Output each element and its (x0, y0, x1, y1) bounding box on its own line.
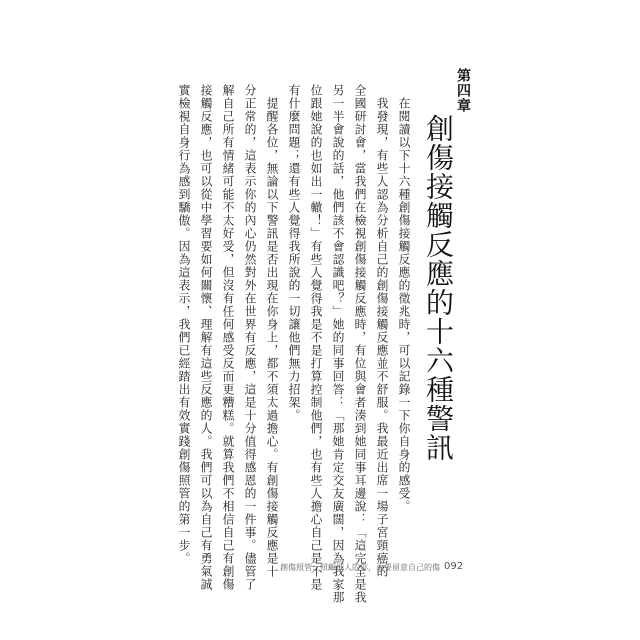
page-number: 092 (444, 561, 464, 572)
body-column-8: 分正常的，這表示你的內心仍然對外在世界有反應，這是十分值得感恩的一件事。儘管了 (243, 84, 257, 591)
chapter-title: 創傷接觸反應的十六種警訊 (422, 114, 455, 462)
body-column-3: 全國研討會，當我們在檢視創傷接觸反應時，有位與會者湊到她同事耳邊說：「這完全是我 (353, 84, 367, 604)
chapter-label: 第四章 (455, 68, 471, 113)
body-column-2: 我發現，有些人認為分析自己的創傷接觸反應並不舒服。我最近出席一場子宮頸癌的 (375, 84, 389, 578)
body-column-6: 有什麼問題；還有些人覺得我所說的一切讓他們無力招架。 (287, 84, 301, 422)
body-column-9: 解自己所有情緒可能不太好受，但沒有任何感受反而更糟糕。就算我們不相信自己有創傷 (221, 84, 235, 591)
body-column-5: 位跟她說的也如出一轍！」有些人覺得我是不是打算控制他們，也有些人擔心自己是不是 (309, 84, 323, 591)
body-column-11: 實檢視自身行為感到驕傲。因為這表示，我們已經踏出有效實踐創傷照管的第一步。 (177, 84, 191, 565)
body-column-1: 在閱讀以下十六種創傷接觸反應的徵兆時，可以記錄一下你自身的感受。 (397, 84, 411, 513)
body-column-10: 接觸反應，也可以從中學習要如何關懷、理解有這些反應的人。我們可以為自己有勇氣誠 (199, 84, 213, 591)
body-column-4: 另一半會說的話，他們該不會認識吧？」她的同事回答：「那她肯定交友廣闊，因為我家那 (331, 84, 345, 604)
running-title: 創傷照管：照顧別人的你，更要留意自己的傷 (280, 563, 440, 572)
body-column-7: 提醒各位，無論以下警訊是否出現在你身上，都不須太過擔心。有創傷接觸反應是十 (265, 84, 279, 578)
